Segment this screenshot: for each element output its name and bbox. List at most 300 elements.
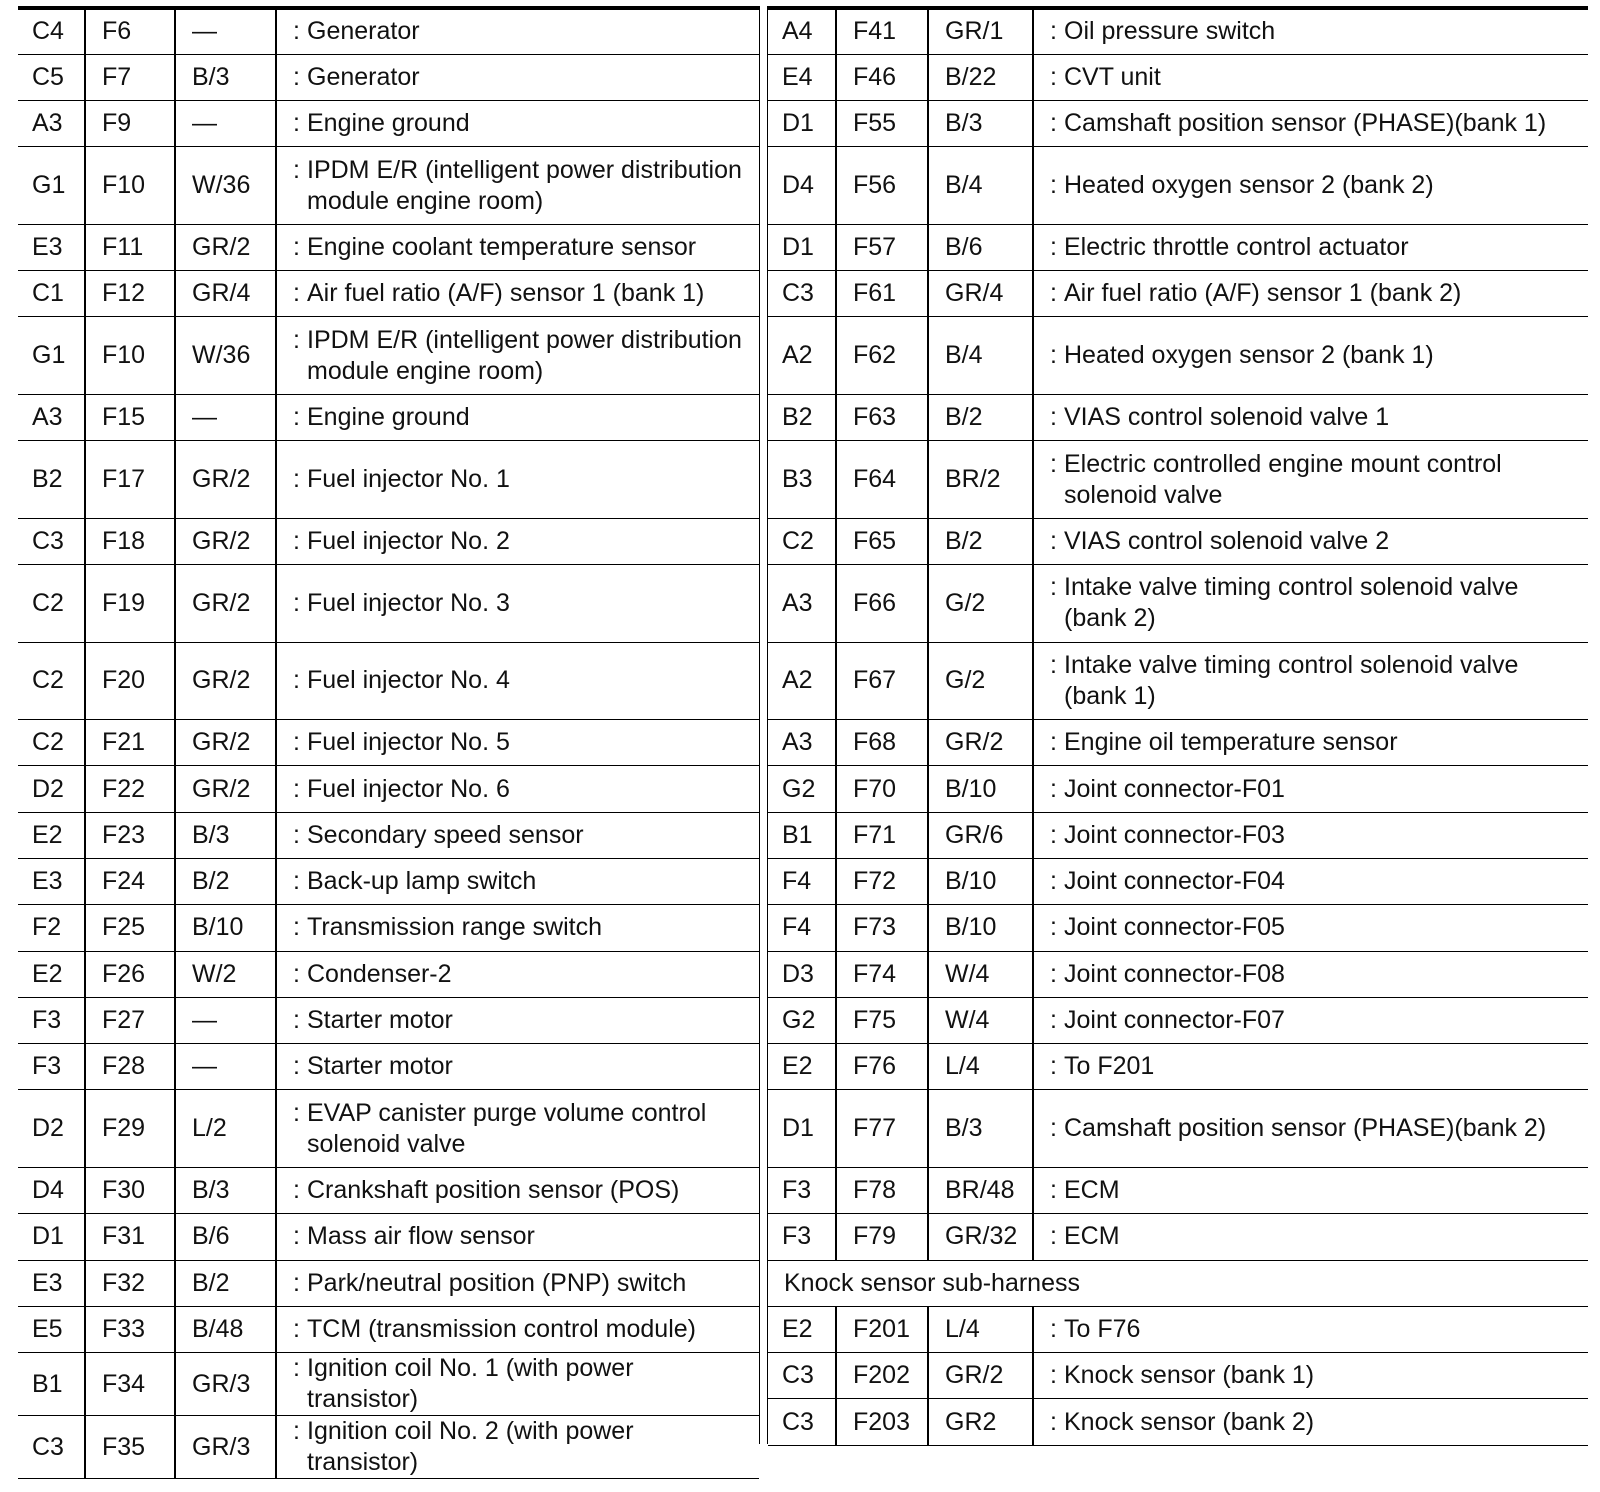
table-row	[18, 997, 759, 1043]
connector-number: F56	[836, 147, 928, 225]
connector-type: GR2	[928, 1399, 1033, 1445]
colon-separator: :	[1050, 573, 1057, 602]
component-description-cell	[276, 766, 759, 812]
component-description: IPDM E/R (intelligent power distribution module engine room)	[307, 155, 742, 215]
component-description-cell	[1033, 858, 1588, 904]
table-row	[18, 812, 759, 858]
component-description-cell	[1033, 565, 1588, 643]
component-description-cell	[276, 720, 759, 766]
connector-type: GR/2	[175, 766, 276, 812]
connector-number: F7	[85, 54, 175, 100]
grid-reference: F3	[18, 997, 85, 1043]
grid-reference: C2	[768, 518, 836, 564]
connector-type: B/3	[175, 812, 276, 858]
component-description: Generator	[307, 62, 420, 91]
grid-reference: C3	[18, 518, 85, 564]
component-description-cell	[276, 858, 759, 904]
connector-number: F33	[85, 1306, 175, 1352]
table-row	[18, 441, 759, 519]
component-description-cell	[276, 441, 759, 519]
component-description-cell	[1033, 1044, 1588, 1090]
component-description: TCM (transmission control module)	[307, 1314, 696, 1343]
connector-number: F78	[836, 1167, 928, 1213]
component-description-cell	[1033, 101, 1588, 147]
connector-type: W/36	[175, 317, 276, 395]
grid-reference: E3	[18, 858, 85, 904]
connector-number: F31	[85, 1214, 175, 1260]
table-row	[18, 1167, 759, 1213]
connector-type: B/2	[928, 518, 1033, 564]
component-description: Intake valve timing control solenoid valve (bank 2)	[1064, 573, 1519, 633]
component-description: Engine ground	[307, 109, 470, 138]
colon-separator: :	[1050, 1114, 1057, 1143]
colon-separator: :	[293, 1314, 300, 1343]
connector-number: F18	[85, 518, 175, 564]
connector-type: GR/3	[175, 1353, 276, 1416]
table-row	[18, 1090, 759, 1168]
component-description: Intake valve timing control solenoid valve (bank 1)	[1064, 650, 1519, 710]
grid-reference: D1	[768, 1090, 836, 1168]
component-description-cell	[276, 317, 759, 395]
colon-separator: :	[1050, 650, 1057, 679]
colon-separator: :	[1050, 1006, 1057, 1034]
colon-separator: :	[293, 1354, 300, 1383]
table-row	[18, 951, 759, 997]
component-description: Starter motor	[307, 1006, 453, 1034]
table-row	[768, 147, 1588, 225]
component-description-cell	[276, 54, 759, 100]
connector-type: L/2	[175, 1090, 276, 1168]
grid-reference: A2	[768, 317, 836, 395]
component-description-cell	[276, 1167, 759, 1213]
component-description: To F201	[1064, 1052, 1155, 1081]
table-row	[18, 858, 759, 904]
grid-reference: A3	[768, 720, 836, 766]
connector-type: B/10	[928, 858, 1033, 904]
colon-separator: :	[1050, 1222, 1057, 1251]
colon-separator: :	[1050, 1176, 1057, 1205]
colon-separator: :	[1050, 774, 1057, 803]
connector-table-left-body	[18, 8, 759, 1479]
table-row	[18, 1353, 759, 1416]
connector-type: GR/2	[928, 1353, 1033, 1399]
connector-type: B/4	[928, 317, 1033, 395]
connector-number: F203	[836, 1399, 928, 1445]
component-description: Ignition coil No. 2 (with power transistor)	[307, 1417, 634, 1477]
component-description: Joint connector-F05	[1064, 913, 1285, 942]
component-description-cell	[276, 1306, 759, 1352]
grid-reference: C3	[768, 1353, 836, 1399]
component-description-cell	[1033, 54, 1588, 100]
component-description-cell	[276, 101, 759, 147]
grid-reference: B3	[768, 441, 836, 519]
table-row	[18, 8, 759, 54]
connector-type: W/4	[928, 997, 1033, 1043]
connector-number: F29	[85, 1090, 175, 1168]
grid-reference: C5	[18, 54, 85, 100]
connector-number: F30	[85, 1167, 175, 1213]
colon-separator: :	[1050, 1052, 1057, 1081]
connector-number: F12	[85, 271, 175, 317]
component-description: Engine ground	[307, 403, 470, 432]
connector-number: F70	[836, 766, 928, 812]
grid-reference: E4	[768, 54, 836, 100]
connector-type: B/10	[928, 766, 1033, 812]
connector-number: F68	[836, 720, 928, 766]
component-description-cell	[1033, 766, 1588, 812]
grid-reference: B2	[18, 441, 85, 519]
connector-type: BR/2	[928, 441, 1033, 519]
connector-type: G/2	[928, 565, 1033, 643]
component-description-cell	[1033, 1306, 1588, 1352]
component-description-cell	[1033, 642, 1588, 720]
colon-separator: :	[1050, 341, 1057, 370]
table-row	[768, 565, 1588, 643]
component-description-cell	[276, 565, 759, 643]
grid-reference: D2	[18, 1090, 85, 1168]
component-description: Air fuel ratio (A/F) sensor 1 (bank 1)	[307, 279, 705, 308]
connector-number: F66	[836, 565, 928, 643]
colon-separator: :	[1050, 526, 1057, 555]
connector-type: B/2	[175, 858, 276, 904]
grid-reference: A4	[768, 8, 836, 54]
grid-reference: C1	[18, 271, 85, 317]
component-description: Secondary speed sensor	[307, 820, 584, 849]
component-description-cell	[1033, 8, 1588, 54]
grid-reference: A2	[768, 642, 836, 720]
table-row	[768, 518, 1588, 564]
table-row	[18, 720, 759, 766]
component-description-cell	[276, 642, 759, 720]
component-description: Fuel injector No. 4	[307, 666, 510, 695]
connector-type: W/36	[175, 147, 276, 225]
component-description-cell	[276, 518, 759, 564]
table-row	[768, 1306, 1588, 1352]
connector-number: F17	[85, 441, 175, 519]
connector-number: F64	[836, 441, 928, 519]
grid-reference: C2	[18, 642, 85, 720]
component-description: Joint connector-F01	[1064, 774, 1285, 803]
connector-number: F35	[85, 1416, 175, 1479]
grid-reference: C3	[768, 1399, 836, 1445]
connector-number: F26	[85, 951, 175, 997]
colon-separator: :	[1050, 109, 1057, 138]
colon-separator: :	[293, 1098, 300, 1127]
grid-reference: B1	[768, 812, 836, 858]
component-description: Fuel injector No. 1	[307, 465, 510, 494]
colon-separator: :	[1050, 17, 1057, 46]
colon-separator: :	[293, 820, 300, 849]
grid-reference: G1	[18, 317, 85, 395]
colon-separator: :	[1050, 1407, 1057, 1436]
column-divider	[759, 6, 768, 1444]
component-description-cell	[1033, 518, 1588, 564]
grid-reference: E5	[18, 1306, 85, 1352]
connector-type: —	[175, 1044, 276, 1090]
table-row	[768, 271, 1588, 317]
connector-type: W/4	[928, 951, 1033, 997]
component-description-cell	[276, 1353, 759, 1416]
connector-number: F63	[836, 394, 928, 440]
connector-type: GR/32	[928, 1214, 1033, 1260]
grid-reference: G2	[768, 766, 836, 812]
grid-reference: F3	[768, 1214, 836, 1260]
connector-number: F71	[836, 812, 928, 858]
connector-type: B/4	[928, 147, 1033, 225]
component-description: Starter motor	[307, 1052, 453, 1081]
component-description: ECM	[1064, 1176, 1120, 1205]
grid-reference: E3	[18, 224, 85, 270]
colon-separator: :	[293, 1052, 300, 1081]
grid-reference: C2	[18, 720, 85, 766]
grid-reference: F4	[768, 858, 836, 904]
component-description-cell	[276, 1416, 759, 1479]
grid-reference: F4	[768, 905, 836, 951]
connector-type: B/3	[928, 1090, 1033, 1168]
grid-reference: B2	[768, 394, 836, 440]
colon-separator: :	[293, 666, 300, 695]
component-description-cell	[1033, 224, 1588, 270]
table-row	[768, 394, 1588, 440]
connector-type: BR/48	[928, 1167, 1033, 1213]
connector-number: F10	[85, 147, 175, 225]
grid-reference: D1	[18, 1214, 85, 1260]
connector-table-left	[18, 6, 759, 1479]
connector-type: L/4	[928, 1044, 1033, 1090]
component-description-cell	[276, 8, 759, 54]
connector-type: GR/6	[928, 812, 1033, 858]
connector-number: F20	[85, 642, 175, 720]
connector-number: F32	[85, 1260, 175, 1306]
grid-reference: F3	[18, 1044, 85, 1090]
connector-type: GR/4	[928, 271, 1033, 317]
connector-number: F9	[85, 101, 175, 147]
component-description: Joint connector-F03	[1064, 820, 1285, 849]
colon-separator: :	[293, 1176, 300, 1205]
colon-separator: :	[293, 109, 300, 138]
connector-number: F55	[836, 101, 928, 147]
component-description-cell	[276, 997, 759, 1043]
component-description: Knock sensor (bank 1)	[1064, 1361, 1315, 1390]
connector-type: GR/2	[175, 518, 276, 564]
colon-separator: :	[1050, 171, 1057, 200]
connector-type: B/3	[928, 101, 1033, 147]
connector-number: F23	[85, 812, 175, 858]
colon-separator: :	[1050, 279, 1057, 308]
connector-type: —	[175, 997, 276, 1043]
component-description-cell	[276, 905, 759, 951]
grid-reference: E2	[18, 812, 85, 858]
colon-separator: :	[1050, 62, 1057, 91]
connector-number: F25	[85, 905, 175, 951]
component-description-cell	[1033, 147, 1588, 225]
connector-type: L/4	[928, 1306, 1033, 1352]
connector-type: W/2	[175, 951, 276, 997]
component-description: Fuel injector No. 5	[307, 728, 510, 757]
table-row	[768, 8, 1588, 54]
component-description-cell	[276, 224, 759, 270]
grid-reference: D4	[768, 147, 836, 225]
connector-number: F28	[85, 1044, 175, 1090]
connector-number: F62	[836, 317, 928, 395]
table-row	[18, 224, 759, 270]
colon-separator: :	[293, 728, 300, 757]
component-description: Fuel injector No. 3	[307, 588, 510, 617]
connector-number: F24	[85, 858, 175, 904]
table-row	[18, 905, 759, 951]
table-row	[768, 54, 1588, 100]
table-row	[768, 224, 1588, 270]
table-row	[768, 997, 1588, 1043]
connector-type: B/48	[175, 1306, 276, 1352]
connector-number: F41	[836, 8, 928, 54]
colon-separator: :	[1050, 449, 1057, 478]
connector-type: G/2	[928, 642, 1033, 720]
connector-type: GR/4	[175, 271, 276, 317]
component-description-cell	[276, 147, 759, 225]
colon-separator: :	[1050, 867, 1057, 896]
connector-type: B/10	[928, 905, 1033, 951]
connector-type: B/2	[928, 394, 1033, 440]
grid-reference: F3	[768, 1167, 836, 1213]
table-row	[18, 317, 759, 395]
connector-number: F6	[85, 8, 175, 54]
grid-reference: E3	[18, 1260, 85, 1306]
connector-number: F22	[85, 766, 175, 812]
connector-number: F34	[85, 1353, 175, 1416]
component-description: Joint connector-F07	[1064, 1006, 1285, 1034]
table-row	[18, 1416, 759, 1479]
colon-separator: :	[1050, 1361, 1057, 1390]
component-description-cell	[276, 394, 759, 440]
grid-reference: D3	[768, 951, 836, 997]
connector-number: F15	[85, 394, 175, 440]
connector-type: GR/3	[175, 1416, 276, 1479]
connector-type: GR/2	[175, 565, 276, 643]
section-heading: Knock sensor sub-harness	[768, 1260, 1588, 1306]
connector-type: —	[175, 8, 276, 54]
connector-number: F46	[836, 54, 928, 100]
grid-reference: D4	[18, 1167, 85, 1213]
colon-separator: :	[1050, 233, 1057, 262]
component-description: Crankshaft position sensor (POS)	[307, 1176, 680, 1205]
component-description-cell	[276, 1090, 759, 1168]
colon-separator: :	[293, 1417, 300, 1446]
component-description: Oil pressure switch	[1064, 17, 1276, 46]
component-description-cell	[276, 951, 759, 997]
connector-type: GR/1	[928, 8, 1033, 54]
component-description: Ignition coil No. 1 (with power transistor)	[307, 1354, 634, 1414]
colon-separator: :	[293, 1222, 300, 1251]
colon-separator: :	[1050, 728, 1057, 757]
component-description: VIAS control solenoid valve 2	[1064, 526, 1390, 555]
connector-number: F75	[836, 997, 928, 1043]
table-row	[768, 1044, 1588, 1090]
table-row	[18, 1260, 759, 1306]
table-row	[768, 317, 1588, 395]
table-row	[768, 905, 1588, 951]
connector-table-right	[768, 6, 1588, 1446]
grid-reference: A3	[18, 101, 85, 147]
table-row	[18, 147, 759, 225]
connector-number: F10	[85, 317, 175, 395]
connector-number: F27	[85, 997, 175, 1043]
connector-number: F72	[836, 858, 928, 904]
table-row	[768, 642, 1588, 720]
colon-separator: :	[293, 867, 300, 896]
component-description: Air fuel ratio (A/F) sensor 1 (bank 2)	[1064, 279, 1462, 308]
colon-separator: :	[293, 155, 300, 184]
component-description-cell	[276, 1260, 759, 1306]
component-description-cell	[1033, 1167, 1588, 1213]
table-row	[18, 1306, 759, 1352]
colon-separator: :	[293, 465, 300, 494]
connector-type: B/22	[928, 54, 1033, 100]
connector-number: F57	[836, 224, 928, 270]
colon-separator: :	[293, 325, 300, 354]
table-row	[18, 54, 759, 100]
table-row	[768, 812, 1588, 858]
connector-number: F21	[85, 720, 175, 766]
grid-reference: C3	[768, 271, 836, 317]
colon-separator: :	[293, 403, 300, 432]
connector-type: B/3	[175, 54, 276, 100]
connector-type: —	[175, 394, 276, 440]
component-description: Park/neutral position (PNP) switch	[307, 1268, 687, 1297]
table-row	[18, 1044, 759, 1090]
table-row	[768, 1399, 1588, 1445]
component-description-cell	[1033, 905, 1588, 951]
connector-number: F73	[836, 905, 928, 951]
connector-number: F65	[836, 518, 928, 564]
connector-number: F74	[836, 951, 928, 997]
colon-separator: :	[293, 1006, 300, 1034]
component-description-cell	[276, 1214, 759, 1260]
connector-table-right-body	[768, 8, 1588, 1445]
component-description: VIAS control solenoid valve 1	[1064, 403, 1390, 432]
connector-type: GR/2	[175, 224, 276, 270]
component-description: Engine coolant temperature sensor	[307, 233, 697, 262]
component-description: Transmission range switch	[307, 913, 603, 942]
component-description: Knock sensor (bank 2)	[1064, 1407, 1315, 1436]
connector-type: B/10	[175, 905, 276, 951]
connector-type: GR/2	[175, 720, 276, 766]
table-row	[768, 951, 1588, 997]
colon-separator: :	[1050, 403, 1057, 432]
connector-number: F202	[836, 1353, 928, 1399]
colon-separator: :	[293, 1268, 300, 1297]
component-description: Engine oil temperature sensor	[1064, 728, 1398, 757]
component-description: CVT unit	[1064, 62, 1161, 91]
grid-reference: F2	[18, 905, 85, 951]
connector-type: GR/2	[928, 720, 1033, 766]
grid-reference: C3	[18, 1416, 85, 1479]
connector-number: F67	[836, 642, 928, 720]
connector-number: F79	[836, 1214, 928, 1260]
table-row	[18, 394, 759, 440]
table-row	[768, 1353, 1588, 1399]
colon-separator: :	[293, 17, 300, 46]
connector-type: B/3	[175, 1167, 276, 1213]
grid-reference: C4	[18, 8, 85, 54]
table-row	[18, 565, 759, 643]
colon-separator: :	[293, 913, 300, 942]
table-row	[768, 1260, 1588, 1306]
connector-type: GR/2	[175, 441, 276, 519]
component-description-cell	[1033, 1353, 1588, 1399]
component-description-cell	[276, 1044, 759, 1090]
grid-reference: D1	[768, 101, 836, 147]
